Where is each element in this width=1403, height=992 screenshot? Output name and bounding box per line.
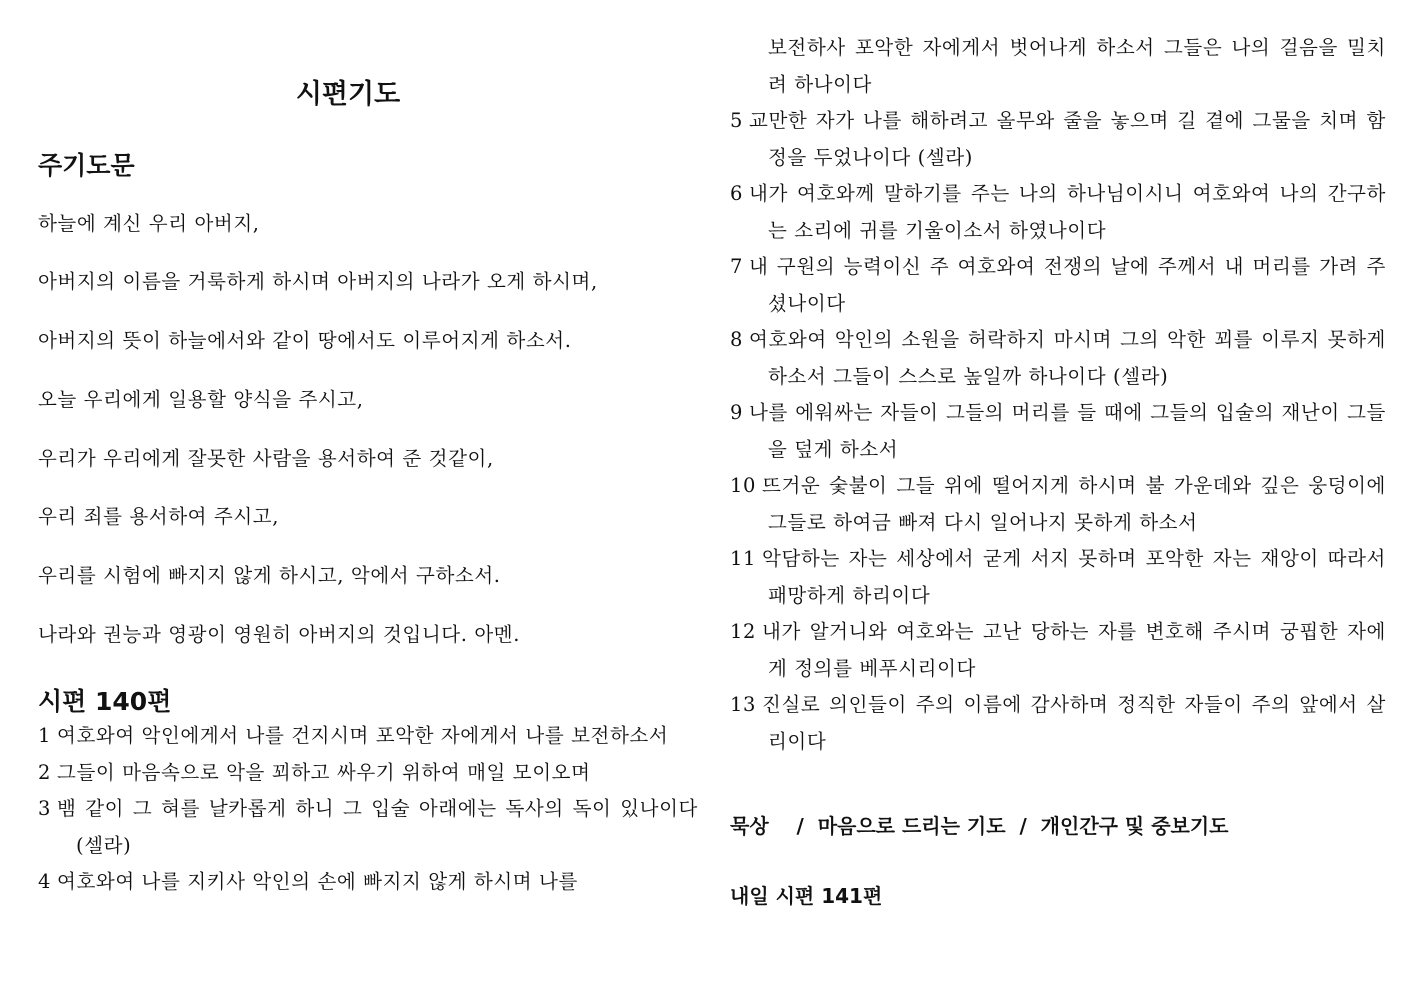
- prayer-line: 하늘에 계신 우리 아버지,: [38, 212, 260, 235]
- tomorrow-psalm: 내일 시편 141편: [730, 884, 883, 908]
- verse-text: 악담하는 자는 세상에서 굳게 서지 못하며 포악한 자는 재앙이 따라서 패망하게 하리이다: [762, 547, 1386, 607]
- verse-text: 진실로 의인들이 주의 이름에 감사하며 정직한 자들이 주의 앞에서 살리이다: [762, 693, 1386, 753]
- verse-number: 10: [730, 474, 757, 497]
- verse-text: 내가 알거니와 여호와는 고난 당하는 자를 변호해 주시며 궁핍한 자에게 정의를 베푸시리이다: [762, 620, 1386, 680]
- page-title: 시편기도: [295, 79, 401, 110]
- prayer-line: 나라와 권능과 영광이 영원히 아버지의 것입니다. 아멘.: [38, 623, 521, 646]
- verse-number: 11: [730, 547, 757, 570]
- verse-number: 2: [38, 760, 52, 784]
- verse-number: 8: [730, 328, 744, 351]
- verse-text: 여호와여 악인의 소원을 허락하지 마시며 그의 악한 꾀를 이루지 못하게 하소서 그들이 스스로 높일까 하나이다 (셀라): [749, 328, 1386, 388]
- verse: [730, 249, 1386, 322]
- verse-number: 4: [38, 870, 52, 893]
- verse: [730, 103, 1386, 176]
- prayer-line: 오늘 우리에게 일용할 양식을 주시고,: [38, 388, 364, 411]
- verse-number: 6: [730, 182, 744, 205]
- psalm-verses-left: [38, 718, 698, 901]
- prayer-line: 우리를 시험에 빠지지 않게 하시고, 악에서 구하소서.: [38, 564, 501, 587]
- verse: [38, 755, 698, 792]
- verse-text: 교만한 자가 나를 해하려고 올무와 줄을 놓으며 길 곁에 그물을 치며 함정을 두었나이다 (셀라): [749, 109, 1386, 169]
- verse-number: 9: [730, 401, 744, 424]
- verse: [38, 864, 698, 901]
- verse-continuation: 보전하사 포악한 자에게서 벗어나게 하소서 그들은 나의 걸음을 밀치려 하나이다: [768, 36, 1386, 96]
- verse-number: 3: [38, 797, 52, 820]
- prayer-line: 아버지의 이름을 거룩하게 하시며 아버지의 나라가 오게 하시며,: [38, 270, 598, 293]
- verse-number: 5: [730, 109, 744, 132]
- verse-text: 여호와여 나를 지키사 악인의 손에 빠지지 않게 하시며 나를: [57, 870, 578, 893]
- verse: [730, 176, 1386, 249]
- psalm-heading: 시편 140편: [38, 687, 172, 716]
- verse-number: 7: [730, 255, 744, 278]
- verse: [38, 718, 698, 755]
- psalm-verses-right: [730, 30, 1386, 760]
- verse-number: 1: [38, 724, 52, 747]
- verse-number: 13: [730, 693, 757, 716]
- prayer-line: 우리 죄를 용서하여 주시고,: [38, 505, 280, 528]
- verse: [730, 614, 1386, 687]
- verse-text: 나를 에워싸는 자들이 그들의 머리를 들 때에 그들의 입술의 재난이 그들을 덮게 하소서: [749, 401, 1386, 461]
- meditation-line: 묵상 / 마음으로 드리는 기도 / 개인간구 및 중보기도: [730, 814, 1229, 838]
- verse-text: 내 구원의 능력이신 주 여호와여 전쟁의 날에 주께서 내 머리를 가려 주셨나이다: [749, 255, 1386, 315]
- prayer-line: 우리가 우리에게 잘못한 사람을 용서하여 준 것같이,: [38, 447, 494, 470]
- verse: [730, 468, 1386, 541]
- verse: [730, 541, 1386, 614]
- verse-text: 뜨거운 숯불이 그들 위에 떨어지게 하시며 불 가운데와 깊은 웅덩이에 그들로 하여금 빠져 다시 일어나지 못하게 하소서: [762, 474, 1386, 534]
- verse: [730, 687, 1386, 760]
- lords-prayer-heading: 주기도문: [38, 151, 135, 180]
- verse: [730, 322, 1386, 395]
- verse-text: 내가 여호와께 말하기를 주는 나의 하나님이시니 여호와여 나의 간구하는 소리에 귀를 기울이소서 하였나이다: [749, 182, 1386, 242]
- verse-number: 12: [730, 620, 757, 643]
- verse-text: 그들이 마음속으로 악을 꾀하고 싸우기 위하여 매일 모이오며: [57, 760, 591, 784]
- verse-text: 뱀 같이 그 혀를 날카롭게 하니 그 입술 아래에는 독사의 독이 있나이다 (셀라): [57, 797, 698, 857]
- prayer-line: 아버지의 뜻이 하늘에서와 같이 땅에서도 이루어지게 하소서.: [38, 329, 572, 352]
- verse: [38, 791, 698, 864]
- verse-text: 여호와여 악인에게서 나를 건지시며 포악한 자에게서 나를 보전하소서: [57, 724, 669, 747]
- verse: [730, 395, 1386, 468]
